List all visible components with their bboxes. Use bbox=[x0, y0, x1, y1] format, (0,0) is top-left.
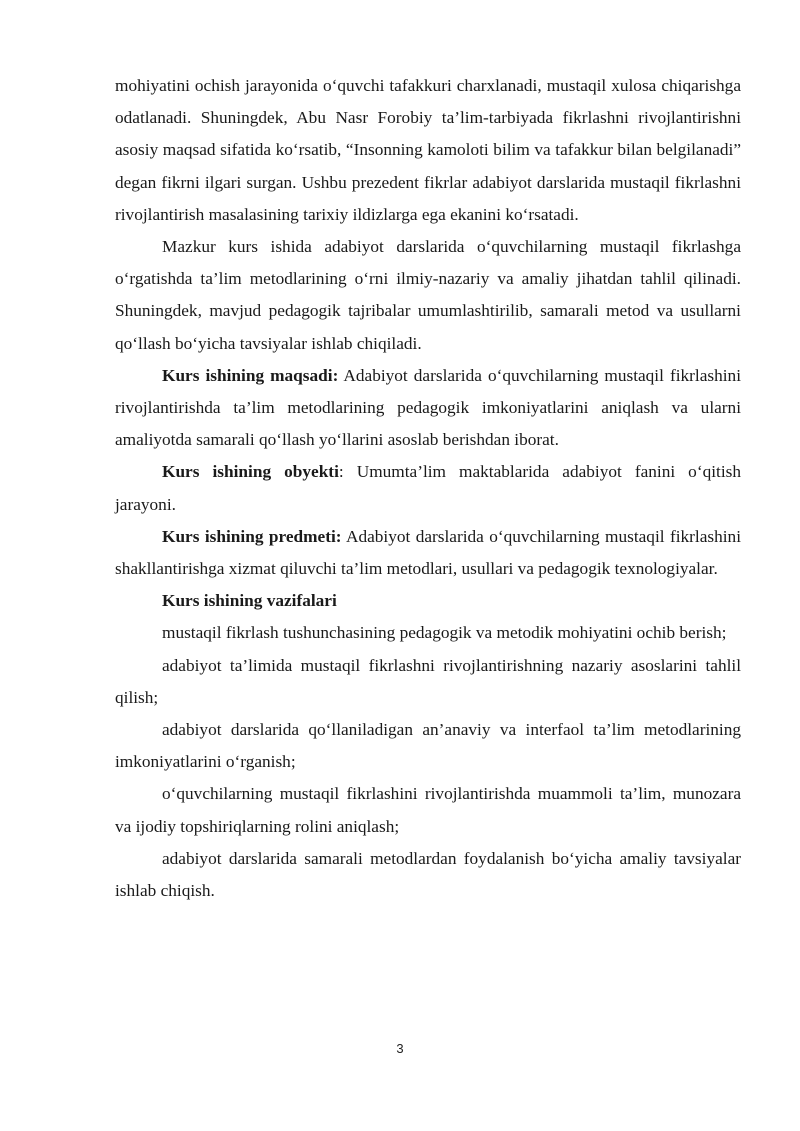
task-item: adabiyot darslarida samarali metodlardan foydalanish bo‘yicha amaliy tavsiyalar ishlab chiqish. bbox=[115, 848, 741, 901]
goal-label: Kurs ishining maqsadi: bbox=[162, 365, 339, 385]
task-item: adabiyot ta’limida mustaqil fikrlashni rivojlantirishning nazariy asoslarini tahlil qilish; bbox=[115, 655, 741, 707]
paragraph-intro: mohiyatini ochish jarayonida o‘quvchi tafakkuri charxlanadi, mustaqil xulosa chiqarishga odatlanadi. Shuningdek, Abu Nasr Forobiy ta’lim-tarbiyada fikrlashni rivojlantirishni asosiy maqsad sifatida ko‘rsatib, “Insonning kamoloti bilim va tafakkur bilan belgilanadi” degan fikrni ilgari surgan. Ushbu prezedent fikrlar adabiyot darslarida mustaqil fikrlashni rivojlantirish masalasining tarixiy ildizlarga ega ekanini ko‘rsatadi. bbox=[115, 76, 741, 224]
document-page bbox=[115, 70, 741, 907]
paragraph-course-overview: Mazkur kurs ishida adabiyot darslarida o‘quvchilarning mustaqil fikrlashga o‘rgatishda ta’lim metodlarining o‘rni ilmiy-nazariy va amaliy jihatdan tahlil qilinadi. Shuningdek, mavjud pedagogik tajribalar umumlashtirilib, samarali metod va usullarni qo‘llash bo‘yicha tavsiyalar ishlab chiqiladi. bbox=[115, 237, 741, 353]
task-item: o‘quvchilarning mustaqil fikrlashini rivojlantirishda muammoli ta’lim, munozara va ijodiy topshiriqlarning rolini aniqlash; bbox=[115, 784, 741, 836]
paragraph-goal bbox=[115, 360, 741, 457]
object-label: Kurs ishining obyekti bbox=[162, 462, 339, 482]
subject-text: Adabiyot darslarida o‘quvchilarning mustaqil fikrlashini shakllantirishga xizmat qiluvchi ta’lim metodlari, usullari va pedagogik texnologiyalar. bbox=[115, 526, 741, 579]
task-item: adabiyot darslarida qo‘llaniladigan an’anaviy va interfaol ta’lim metodlarining imkoniyatlarini o‘rganish; bbox=[115, 720, 741, 772]
paragraph-subject bbox=[115, 521, 741, 585]
object-text: : Umumta’lim maktablarida adabiyot fanini o‘qitish jarayoni. bbox=[115, 462, 741, 514]
task-item: mustaqil fikrlash tushunchasining pedagogik va metodik mohiyatini ochib berish; bbox=[162, 623, 727, 643]
tasks-heading bbox=[115, 585, 741, 617]
subject-label: Kurs ishining predmeti: bbox=[162, 526, 342, 546]
page-number: 3 bbox=[396, 1041, 404, 1056]
paragraph-object bbox=[115, 456, 741, 520]
goal-text: Adabiyot darslarida o‘quvchilarning mustaqil fikrlashini rivojlantirishda ta’lim metodlarining pedagogik imkoniyatlarini aniqlash va ularni amaliyotda samarali qo‘llash yo‘llarini asoslab berishdan iborat. bbox=[115, 365, 741, 450]
tasks-heading-text: Kurs ishining vazifalari bbox=[162, 591, 337, 611]
